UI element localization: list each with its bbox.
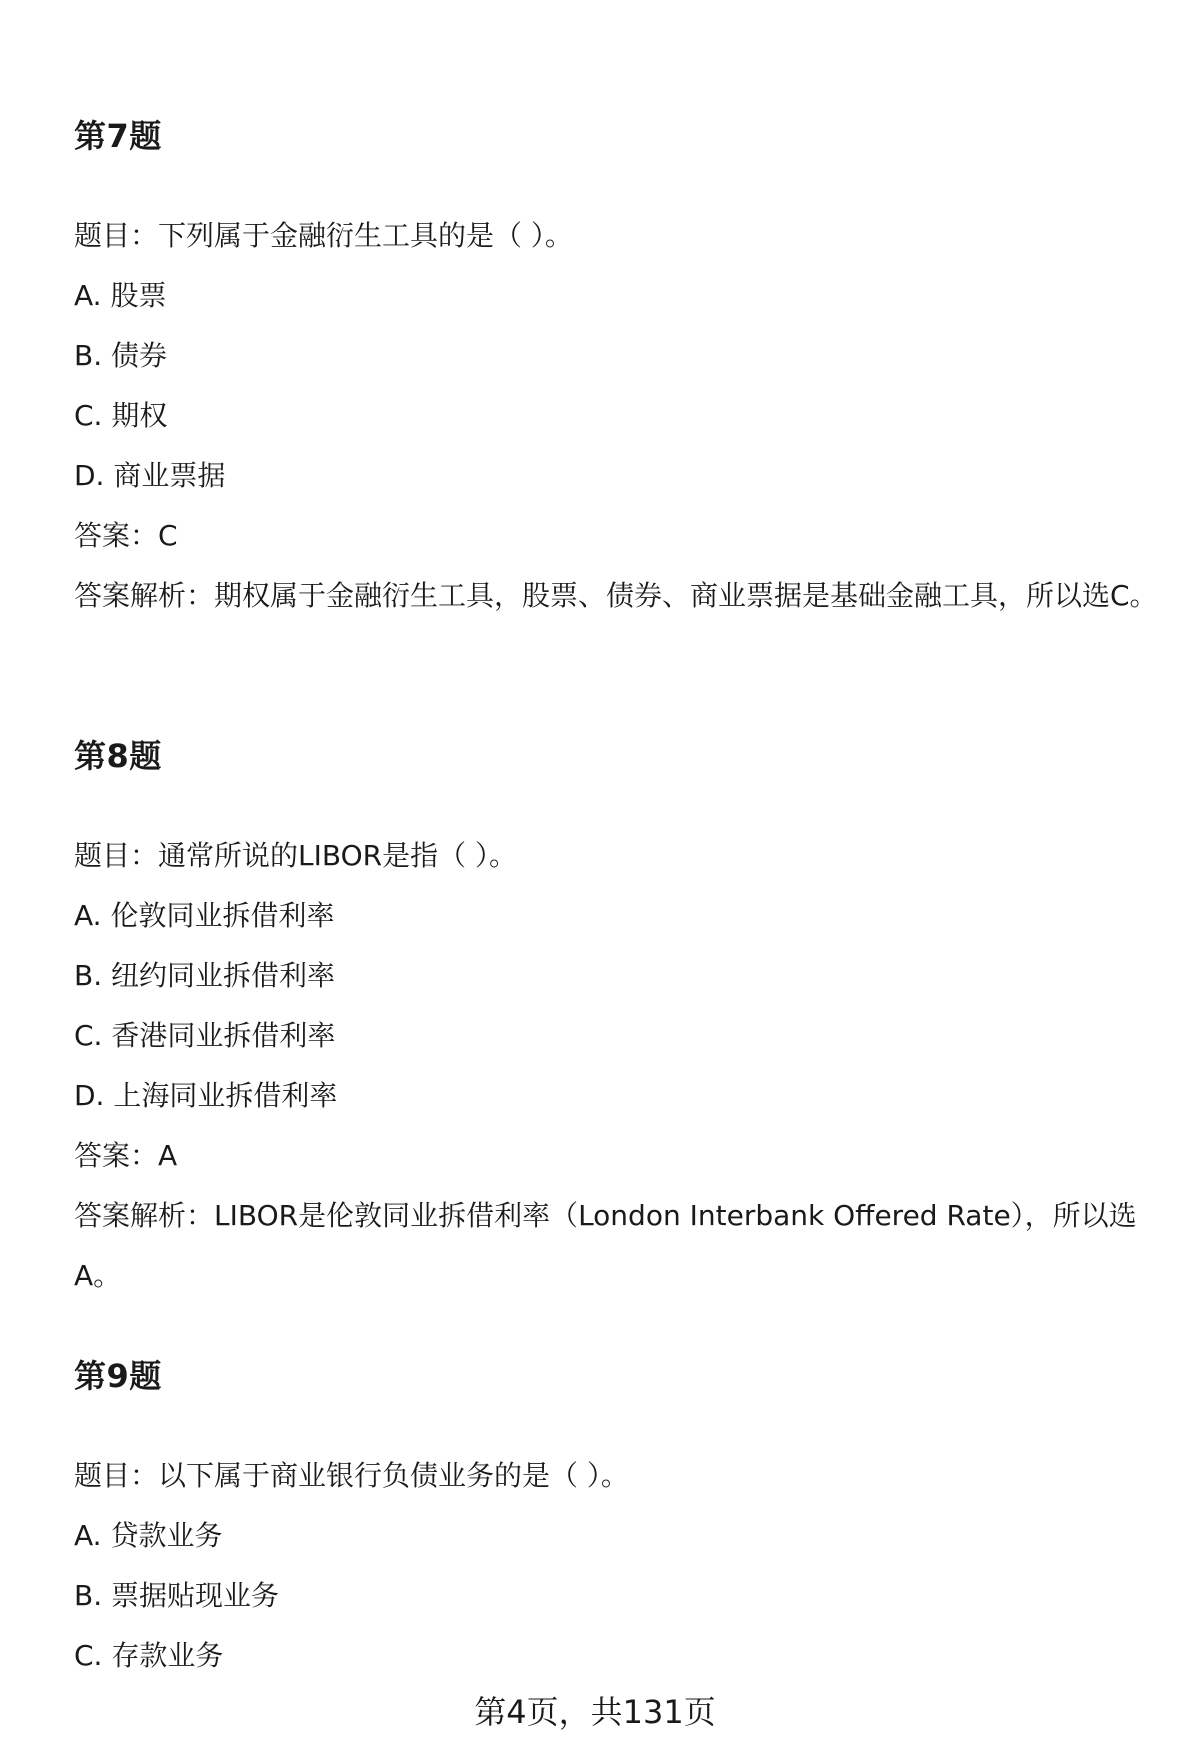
option-a: A. 贷款业务 — [74, 1519, 223, 1552]
answer: 答案：C — [74, 519, 178, 552]
option-a: A. 股票 — [74, 279, 167, 312]
answer-analysis: 答案解析：期权属于金融衍生工具，股票、债券、商业票据是基础金融工具，所以选C。 — [74, 579, 1158, 612]
answer: 答案：A — [74, 1139, 178, 1172]
page-number-footer: 第4页，共131页 — [474, 1693, 716, 1731]
option-d: D. 上海同业拆借利率 — [74, 1079, 338, 1112]
option-a: A. 伦敦同业拆借利率 — [74, 899, 335, 932]
question-title: 第8题 — [74, 737, 162, 775]
answer-analysis: 答案解析：LIBOR是伦敦同业拆借利率（London Interbank Offered Rate），所以选A。 — [74, 1199, 1137, 1292]
option-c: C. 香港同业拆借利率 — [74, 1019, 336, 1052]
question-7 — [74, 116, 1164, 612]
question-stem: 题目：以下属于商业银行负债业务的是（ ）。 — [74, 1459, 629, 1492]
question-stem: 题目：下列属于金融衍生工具的是（ ）。 — [74, 219, 573, 252]
option-d: D. 商业票据 — [74, 459, 226, 492]
option-b: B. 纽约同业拆借利率 — [74, 959, 336, 992]
option-c: C. 存款业务 — [74, 1639, 224, 1672]
question-title: 第7题 — [74, 117, 162, 155]
option-c: C. 期权 — [74, 399, 168, 432]
question-9 — [74, 1356, 1164, 1672]
question-8 — [74, 736, 1164, 1292]
option-b: B. 票据贴现业务 — [74, 1579, 280, 1612]
question-stem: 题目：通常所说的LIBOR是指（ ）。 — [74, 839, 517, 872]
question-title: 第9题 — [74, 1357, 162, 1395]
option-b: B. 债券 — [74, 339, 168, 372]
